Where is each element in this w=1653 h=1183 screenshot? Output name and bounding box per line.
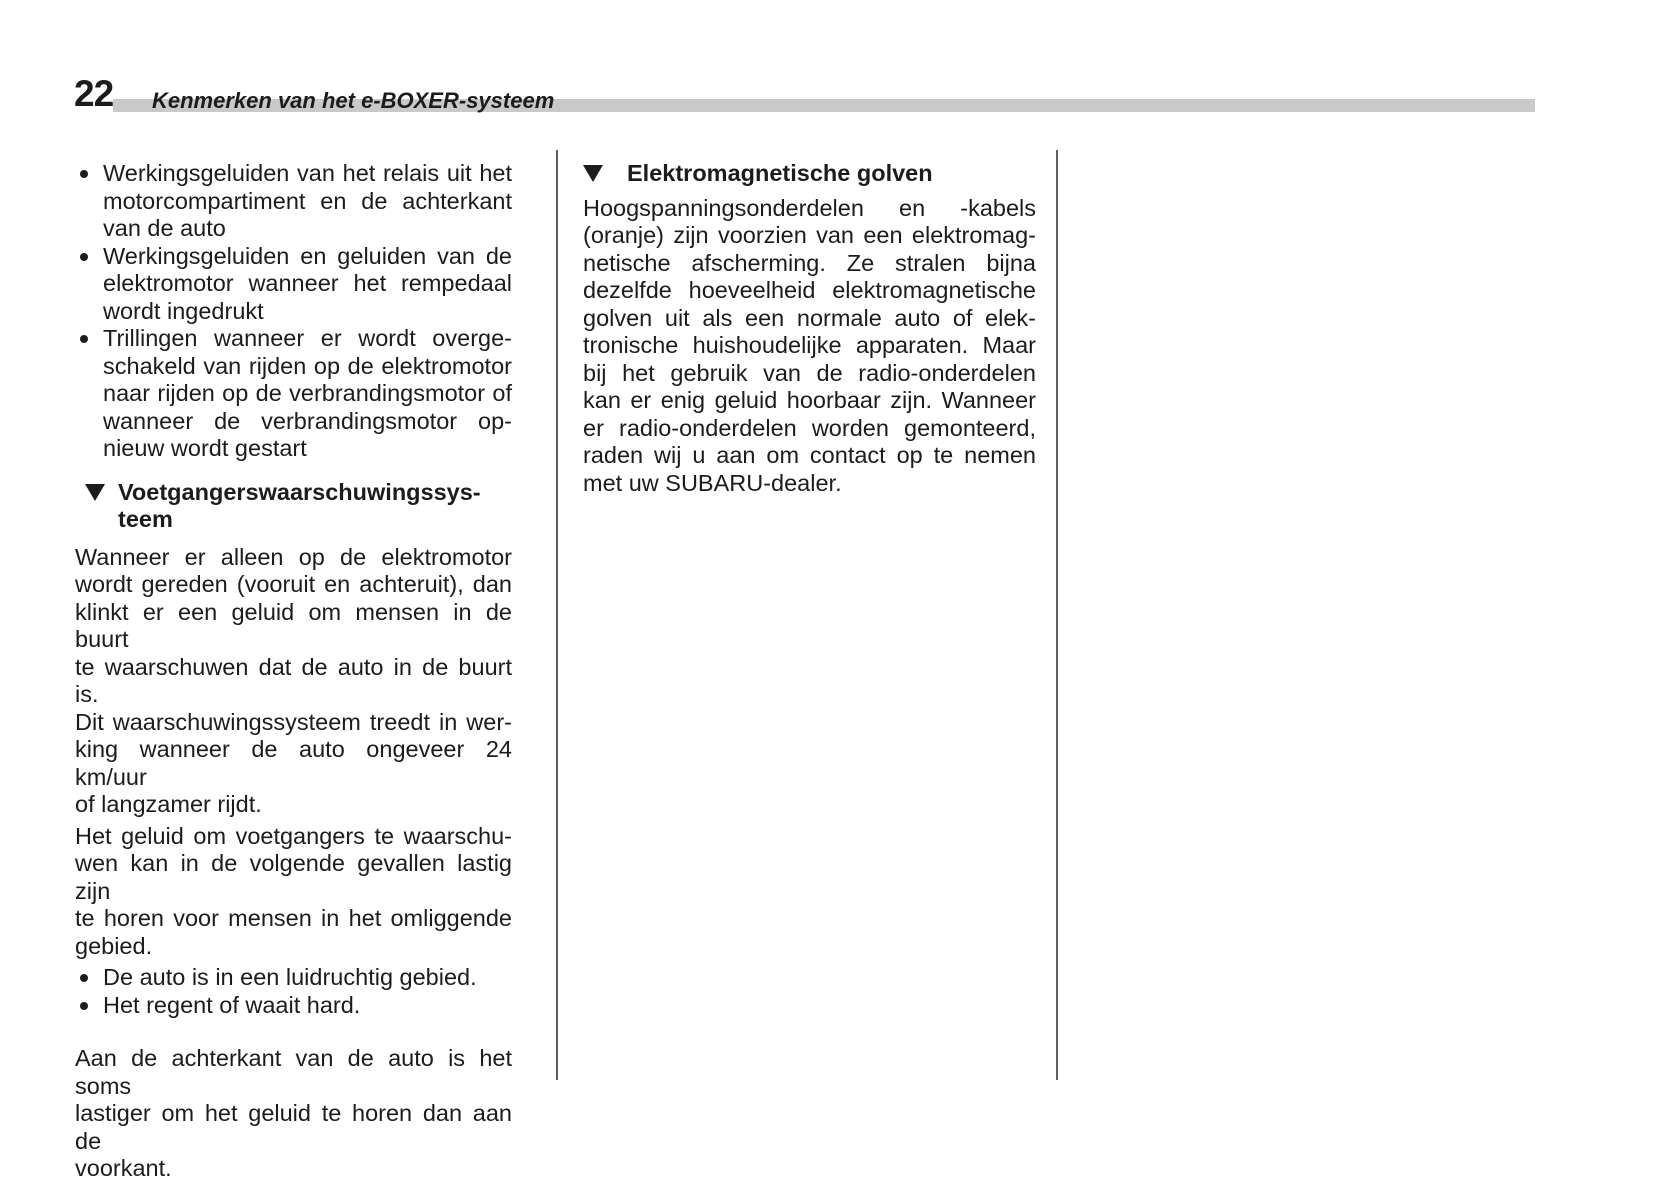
heading-line: Elektromagnetische golven bbox=[627, 160, 933, 186]
text-line: (oranje) zijn voorzien van een elektromag- bbox=[583, 222, 1036, 248]
text-line: De auto is in een luidruchtig gebied. bbox=[103, 964, 477, 990]
text-line: king wanneer de auto ongeveer 24 km/uur bbox=[75, 736, 512, 790]
page-number: 22 bbox=[74, 73, 114, 114]
list-item bbox=[75, 964, 512, 992]
paragraph bbox=[75, 544, 512, 819]
text-line: dezelfde hoeveelheid elektromagnetische bbox=[583, 277, 1036, 303]
text-line: golven uit als een normale auto of elek- bbox=[583, 304, 1036, 331]
triangle-marker-icon bbox=[85, 484, 105, 501]
bullet-icon bbox=[80, 170, 88, 178]
text-line: Wanneer er alleen op de elektromotor bbox=[75, 543, 512, 570]
text-line: te horen voor mensen in het omliggende bbox=[75, 905, 512, 931]
column-divider-right bbox=[1056, 150, 1058, 1080]
heading-line: teem bbox=[118, 506, 173, 532]
text-line: gebied. bbox=[75, 932, 153, 959]
text-line: motorcompartiment en de achterkant bbox=[103, 187, 512, 214]
text-line: tronische huishoudelijke apparaten. Maar bbox=[583, 332, 1036, 358]
text-line: Werkingsgeluiden van het relais uit het bbox=[103, 160, 512, 186]
page-header-title: Kenmerken van het e-BOXER-systeem bbox=[152, 88, 555, 113]
text-line: er radio-onderdelen worden gemonteerd, bbox=[583, 414, 1036, 441]
bullet-icon bbox=[80, 974, 88, 982]
list-item bbox=[75, 325, 512, 463]
text-line: voorkant. bbox=[75, 1155, 172, 1181]
bullet-icon bbox=[80, 1002, 88, 1010]
text-line: Het regent of waait hard. bbox=[103, 991, 361, 1018]
paragraph bbox=[75, 1045, 512, 1183]
text-line: raden wij u aan om contact op te nemen bbox=[583, 442, 1036, 468]
text-line: Werkingsgeluiden en geluiden van de bbox=[103, 242, 512, 269]
heading-line: Voetgangerswaarschuwingssys- bbox=[118, 478, 481, 505]
section-heading-pedestrian-warning bbox=[75, 479, 512, 534]
list-item bbox=[75, 243, 512, 326]
text-line: naar rijden op de verbrandingsmotor of bbox=[103, 380, 512, 406]
column-divider-left bbox=[556, 150, 558, 1080]
list-item bbox=[75, 992, 512, 1020]
text-line: met uw SUBARU-dealer. bbox=[583, 469, 842, 496]
left-column bbox=[75, 160, 512, 1183]
right-column bbox=[583, 160, 1036, 497]
text-line: Hoogspanningsonderdelen en -kabels bbox=[583, 194, 1036, 221]
list-item bbox=[75, 160, 512, 243]
triangle-marker-icon bbox=[583, 165, 603, 182]
text-line: bij het gebruik van de radio-onderdelen bbox=[583, 359, 1036, 386]
bullet-icon bbox=[80, 253, 88, 261]
text-line: kan er enig geluid hoorbaar zijn. Wanneer bbox=[583, 387, 1036, 413]
paragraph bbox=[583, 195, 1036, 498]
text-line: wanneer de verbrandingsmotor op- bbox=[103, 407, 512, 434]
text-line: wordt gereden (vooruit en achteruit), dan bbox=[75, 571, 512, 597]
text-line: te waarschuwen dat de auto in de buurt is. bbox=[75, 653, 512, 707]
text-line: wen kan in de volgende gevallen lastig zijn bbox=[75, 850, 512, 904]
text-line: van de auto bbox=[103, 215, 226, 241]
bullet-icon bbox=[80, 335, 88, 343]
text-line: wordt ingedrukt bbox=[103, 297, 264, 324]
text-line: Trillingen wanneer er wordt overge- bbox=[103, 325, 512, 351]
section-heading-electromagnetic-waves bbox=[583, 160, 1036, 188]
text-line: of langzamer rijdt. bbox=[75, 791, 262, 817]
text-line: Aan de achterkant van de auto is het soms bbox=[75, 1045, 512, 1099]
text-line: klinkt er een geluid om mensen in de buurt bbox=[75, 598, 512, 652]
paragraph bbox=[75, 823, 512, 961]
bullet-list bbox=[75, 964, 512, 1019]
text-line: schakeld van rijden op de elektromotor bbox=[103, 352, 512, 379]
text-line: lastiger om het geluid te horen dan aan de bbox=[75, 1100, 512, 1154]
text-line: nieuw wordt gestart bbox=[103, 435, 307, 461]
text-line: Het geluid om voetgangers te waarschu- bbox=[75, 822, 512, 849]
text-line: netische afscherming. Ze stralen bijna bbox=[583, 249, 1036, 276]
text-line: Dit waarschuwingssysteem treedt in wer- bbox=[75, 708, 512, 735]
text-line: elektromotor wanneer het rempedaal bbox=[103, 270, 512, 296]
